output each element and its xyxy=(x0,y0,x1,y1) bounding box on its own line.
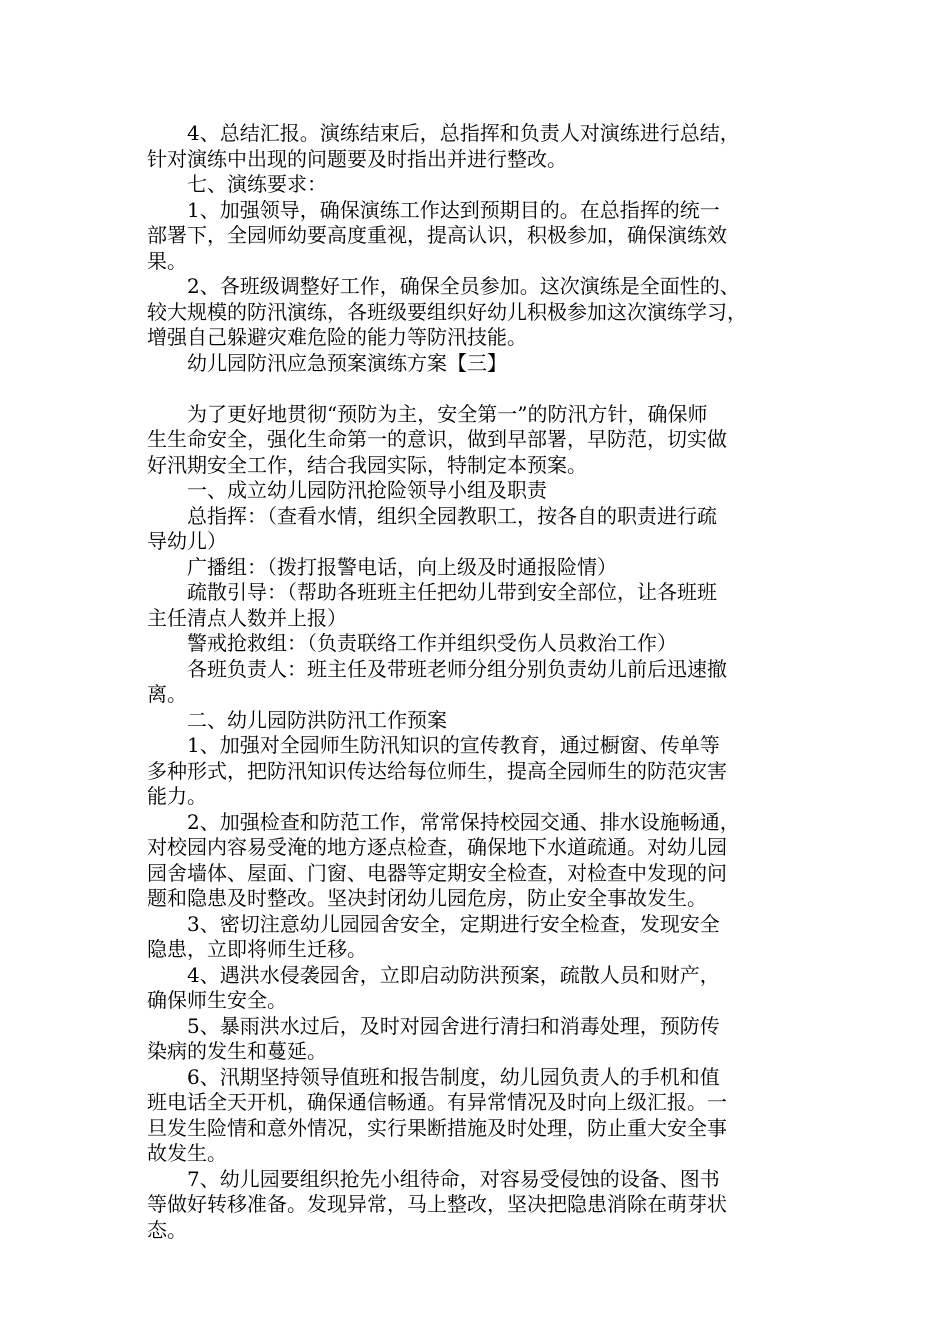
text-line: 能力。 xyxy=(147,784,207,808)
text-line: 园舍墙体、屋面、门窗、电器等定期安全检查，对检查中发现的问 xyxy=(147,860,727,885)
document-page xyxy=(147,121,837,1243)
text-line: 6、汛期坚持领导值班和报告制度，幼儿园负责人的手机和值 xyxy=(187,1064,720,1089)
text-line: 总指挥：（查看水情，组织全园教职工，按各自的职责进行疏 xyxy=(187,503,717,528)
text-line: 增强自己躲避灾难危险的能力等防汛技能。 xyxy=(147,325,527,349)
text-line: 4、遇洪水侵袭园舍，立即启动防洪预案，疏散人员和财产， xyxy=(187,962,720,987)
text-line: 多种形式，把防汛知识传达给每位师生，提高全园师生的防范灾害 xyxy=(147,758,727,783)
text-line: 染病的发生和蔓延。 xyxy=(147,1039,327,1063)
text-line: 等做好转移准备。发现异常，马上整改，坚决把隐患消除在萌芽状 xyxy=(147,1192,727,1216)
text-line: 果。 xyxy=(147,248,187,273)
text-line: 导幼儿） xyxy=(147,529,227,553)
text-line: 较大规模的防汛演练，各班级要组织好幼儿积极参加这次演练学习， xyxy=(147,299,747,324)
text-line: 2、各班级调整好工作，确保全员参加。这次演练是全面性的、 xyxy=(187,274,740,298)
text-line: 2、加强检查和防范工作，常常保持校园交通、排水设施畅通， xyxy=(187,809,740,834)
text-line: 疏散引导：（帮助各班班主任把幼儿带到安全部位，让各班班 xyxy=(187,580,717,604)
blank-line xyxy=(147,376,837,402)
text-line: 一、成立幼儿园防汛抢险领导小组及职责 xyxy=(187,478,547,502)
text-line: 生生命安全，强化生命第一的意识，做到早部署，早防范，切实做 xyxy=(147,427,727,451)
text-line: 4、总结汇报。演练结束后，总指挥和负责人对演练进行总结， xyxy=(187,121,740,145)
text-line: 故发生。 xyxy=(147,1141,227,1165)
text-line: 隐患，立即将师生迁移。 xyxy=(147,937,367,961)
text-line: 针对演练中出现的问题要及时指出并进行整改。 xyxy=(147,146,567,171)
text-line: 1、加强领导，确保演练工作达到预期目的。在总指挥的统一 xyxy=(187,197,720,222)
text-line: 各班负责人：班主任及带班老师分组分别负责幼儿前后迅速撤 xyxy=(187,656,727,681)
text-line: 1、加强对全园师生防汛知识的宣传教育，通过橱窗、传单等 xyxy=(187,733,720,757)
text-line: 部署下，全园师幼要高度重视，提高认识，积极参加，确保演练效 xyxy=(147,223,727,247)
text-line: 离。 xyxy=(147,682,187,706)
text-line: 班电话全天开机，确保通信畅通。有异常情况及时向上级汇报。一 xyxy=(147,1090,727,1114)
text-line: 7、幼儿园要组织抢先小组待命，对容易受侵蚀的设备、图书 xyxy=(187,1166,720,1191)
text-line: 为了更好地贯彻“预防为主，安全第一”的防汛方针，确保师 xyxy=(187,401,708,426)
text-line: 好汛期安全工作，结合我园实际，特制定本预案。 xyxy=(147,452,587,477)
text-line: 题和隐患及时整改。坚决封闭幼儿园危房，防止安全事故发生。 xyxy=(147,886,707,910)
text-line: 3、密切注意幼儿园园舍安全，定期进行安全检查，发现安全 xyxy=(187,911,720,936)
text-line: 七、演练要求： xyxy=(187,172,327,196)
text-line: 广播组：（拨打报警电话，向上级及时通报险情） xyxy=(187,554,617,579)
text-line: 对校园内容易受淹的地方逐点检查，确保地下水道疏通。对幼儿园 xyxy=(147,835,727,859)
text-line: 二、幼儿园防洪防汛工作预案 xyxy=(187,707,447,732)
text-line: 警戒抢救组：（负责联络工作并组织受伤人员救治工作） xyxy=(187,631,677,655)
text-line: 主任清点人数并上报） xyxy=(147,605,347,630)
text-line: 态。 xyxy=(147,1217,187,1242)
text-line: 确保师生安全。 xyxy=(147,988,287,1012)
text-line: 5、暴雨洪水过后，及时对园舍进行清扫和消毒处理，预防传 xyxy=(187,1013,720,1038)
text-line: 旦发生险情和意外情况，实行果断措施及时处理，防止重大安全事 xyxy=(147,1115,727,1140)
text-line: 幼儿园防汛应急预案演练方案【三】 xyxy=(187,350,507,375)
